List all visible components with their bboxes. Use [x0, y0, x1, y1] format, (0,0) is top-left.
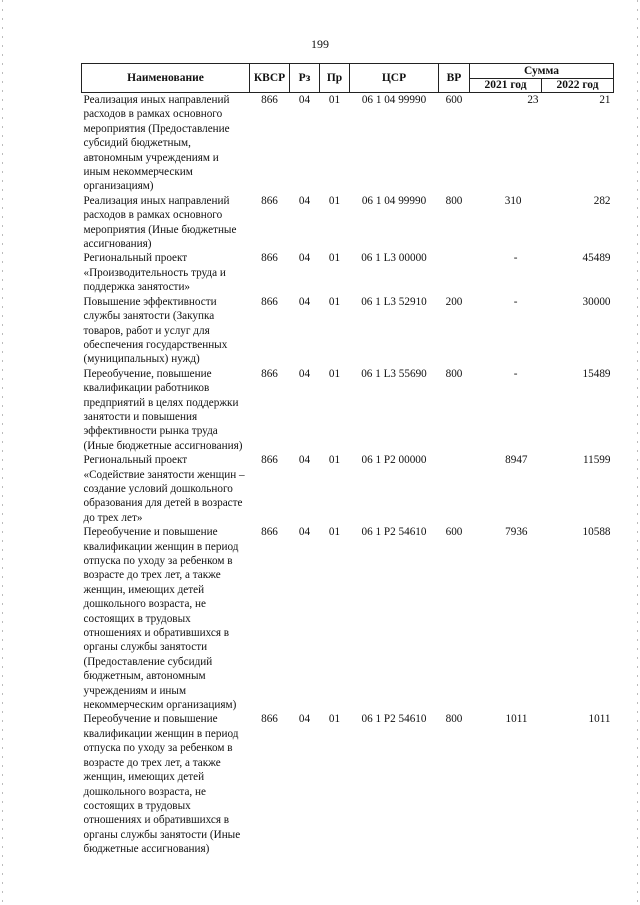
cell-2022: 282: [593, 194, 611, 207]
cell-rz: 04: [298, 194, 311, 207]
cell-kvsr: 866: [261, 295, 278, 308]
cell-csr: 06 1 L3 55690: [361, 367, 427, 380]
cell-vr: 600: [445, 94, 463, 106]
cell-2022: 30000: [582, 295, 611, 308]
cell-pr: 01: [328, 295, 341, 308]
cell-csr: 06 1 P2 54610: [361, 713, 427, 726]
cell-2021: 8947: [505, 454, 528, 467]
header-name: Наименование: [82, 64, 250, 93]
cell-kvsr: 866: [261, 252, 278, 265]
cell-2021: 7936: [505, 526, 528, 539]
cell-pr: 01: [328, 454, 341, 467]
cell-rz: 04: [298, 367, 311, 380]
header-year-2021: 2021 год: [470, 79, 542, 93]
table-row: [82, 295, 614, 367]
cell-pr: 01: [328, 194, 341, 207]
cell-2022: 1011: [588, 713, 611, 726]
budget-table: [81, 63, 614, 857]
cell-2021: -: [513, 252, 518, 265]
cell-vr: 800: [445, 713, 463, 726]
cell-csr: 06 1 04 99990: [361, 94, 427, 106]
cell-vr: 800: [445, 367, 463, 380]
cell-name: Повышение эффективности службы занятости (Закупка товаров, работ и услуг для обеспечения государственных (муниципальных) нужд): [83, 295, 228, 366]
cell-csr: 06 1 P2 00000: [361, 454, 427, 467]
table-row: [82, 251, 614, 294]
cell-vr: 600: [445, 526, 463, 539]
table-row: [82, 525, 614, 712]
cell-csr: 06 1 04 99990: [361, 194, 427, 207]
table-row: [82, 712, 614, 856]
cell-csr: 06 1 P2 54610: [361, 526, 427, 539]
header-vr: ВР: [439, 64, 470, 93]
cell-pr: 01: [328, 526, 341, 539]
cell-rz: 04: [298, 526, 311, 539]
cell-kvsr: 866: [261, 526, 278, 539]
table-row: [82, 367, 614, 453]
cell-vr: 800: [445, 194, 463, 207]
cell-vr: [439, 453, 470, 525]
cell-name: Региональный проект «Содействие занятости женщин – создание условий дошкольного образования для детей в возрасте до трех лет»: [83, 454, 245, 524]
cell-kvsr: 866: [261, 194, 278, 207]
cell-kvsr: 866: [261, 367, 278, 380]
cell-2022: 10588: [582, 526, 611, 539]
cell-rz: 04: [298, 295, 311, 308]
table-row: [82, 194, 614, 252]
cell-csr: 06 1 L3 52910: [361, 295, 427, 308]
cell-2022: 11599: [582, 454, 611, 467]
cell-vr: [439, 251, 470, 294]
cell-name: Переобучение и повышение квалификации женщин в период отпуска по уходу за ребенком в возрасте до трех лет, а также женщин, имеющих детей дошкольного возраста, не состоящих в трудовых отношениях и обратившихся в органы службы занятости (Предоставление субсидий бюджетным, автономным учреждениям и иным некоммерческим организациям): [83, 526, 239, 712]
page-number: 199: [311, 37, 329, 51]
cell-2021: -: [513, 367, 518, 380]
cell-kvsr: 866: [261, 713, 278, 726]
table-row: [82, 453, 614, 525]
cell-name: Региональный проект «Производительность труда и поддержка занятости»: [83, 252, 226, 294]
header-year-2022: 2022 год: [542, 79, 614, 93]
header-kvsr: КВСР: [250, 64, 290, 93]
cell-name: Переобучение, повышение квалификации работников предприятий в целях поддержки занятости и повышения эффективности рынка труда (Иные бюджетные ассигнования): [83, 367, 243, 452]
cell-rz: 04: [298, 94, 311, 106]
header-csr: ЦСР: [350, 64, 439, 93]
cell-name: Реализация иных направлений расходов в рамках основного мероприятия (Иные бюджетные ассигнования): [83, 194, 237, 251]
cell-pr: 01: [328, 713, 341, 726]
header-pr: Пр: [320, 64, 350, 93]
cell-kvsr: 866: [261, 94, 278, 106]
cell-2021: -: [513, 295, 518, 308]
scan-edge-left: [2, 0, 3, 905]
cell-vr: 200: [445, 295, 463, 308]
cell-pr: 01: [328, 367, 341, 380]
cell-csr: 06 1 L3 00000: [361, 252, 427, 265]
header-sum: Сумма: [470, 64, 614, 79]
cell-name: Переобучение и повышение квалификации женщин в период отпуска по уходу за ребенком в возрасте до трех лет, а также женщин, имеющих детей дошкольного возраста, не состоящих в трудовых отношениях и обратившихся в органы службы занятости (Иные бюджетные ассигнования): [83, 713, 241, 856]
cell-rz: 04: [298, 454, 311, 467]
cell-rz: 04: [298, 252, 311, 265]
cell-2021: 310: [504, 194, 522, 207]
cell-pr: 01: [328, 252, 341, 265]
header-row: [82, 64, 614, 79]
cell-2021: 1011: [505, 713, 528, 726]
header-rz: Рз: [290, 64, 320, 93]
table-row: [82, 93, 614, 194]
cell-2022: 15489: [582, 367, 611, 380]
scan-edge-right: [637, 0, 638, 905]
cell-2022: 21: [599, 94, 611, 106]
cell-pr: 01: [328, 94, 341, 106]
cell-name: Реализация иных направлений расходов в рамках основного мероприятия (Предоставление субсидий бюджетным, автономным учреждениям и иным некоммерческим организациям): [83, 94, 230, 193]
cell-rz: 04: [298, 713, 311, 726]
cell-2021: 23: [527, 94, 539, 106]
cell-kvsr: 866: [261, 454, 278, 467]
cell-2022: 45489: [582, 252, 611, 265]
